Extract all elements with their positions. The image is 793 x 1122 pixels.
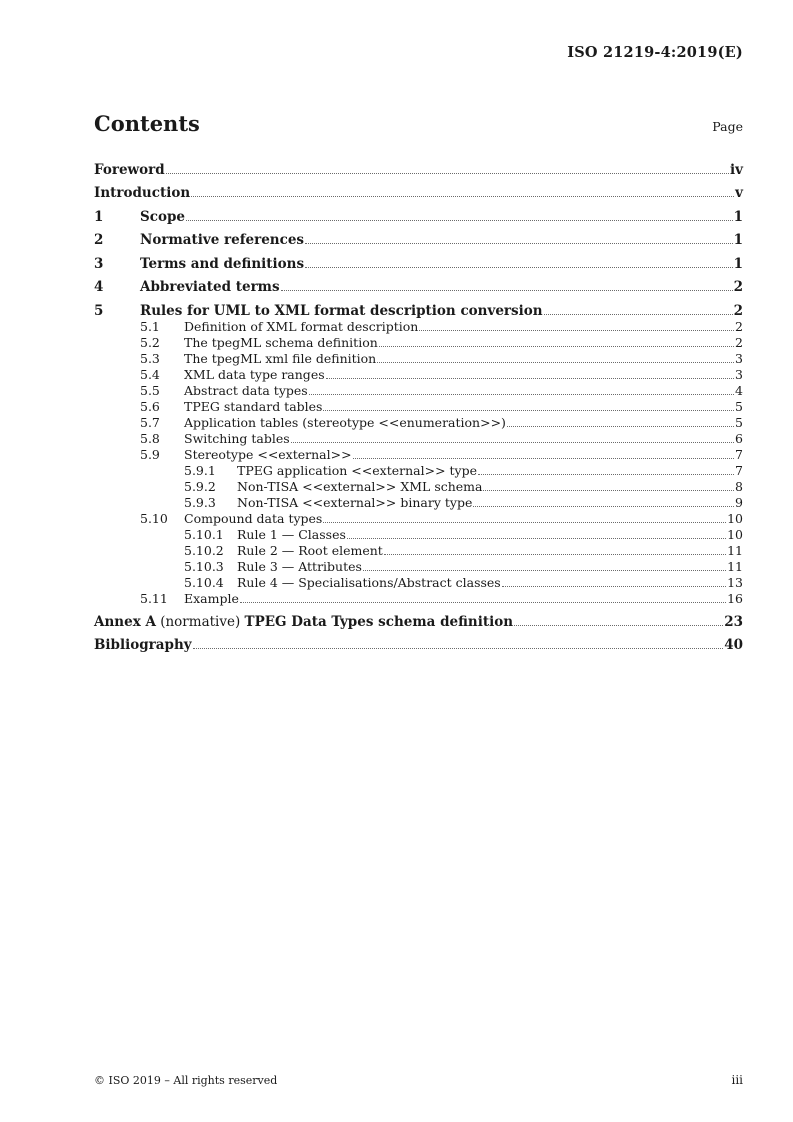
dot-leader	[478, 473, 734, 475]
toc-clause-number: 5.1	[140, 318, 160, 334]
toc-entry-title: Normative references	[140, 232, 305, 248]
toc-entry-5-10-4[interactable]	[94, 575, 743, 591]
dot-leader	[291, 441, 734, 443]
toc-entry-5-11[interactable]	[94, 591, 743, 607]
dot-leader	[363, 569, 726, 571]
contents-title: Contents	[94, 111, 200, 136]
toc-clause-number: 5.9	[140, 446, 160, 462]
toc-page-number: 23	[724, 613, 743, 630]
toc-entry-title: Application tables (stereotype <<enumeration>>)	[184, 414, 506, 430]
toc-entry-5-3[interactable]	[94, 351, 743, 367]
toc-entry-title: Rule 3 — Attributes	[237, 558, 362, 574]
toc-entry-title: The tpegML schema definition	[184, 334, 378, 350]
toc-entry-5-5[interactable]	[94, 383, 743, 399]
toc-page-number: 6	[735, 430, 743, 446]
dot-leader	[473, 505, 734, 507]
toc-page-number: 7	[735, 462, 743, 478]
toc-clause-number: 5.9.3	[184, 494, 216, 510]
toc-page-number: 5	[735, 414, 743, 430]
toc-page-number: iv	[730, 161, 743, 178]
toc-entry-title: The tpegML xml file definition	[184, 350, 377, 366]
toc-clause-number: 5.4	[140, 366, 160, 382]
toc-page-number: 2	[733, 302, 743, 319]
toc-clause-number: 5.9.2	[184, 478, 216, 494]
toc-page-number: v	[735, 185, 743, 201]
document-id: ISO 21219-4:2019(E)	[567, 44, 743, 61]
toc-entry-clause-1[interactable]	[94, 209, 743, 225]
toc-entry-5-9[interactable]	[94, 447, 743, 463]
toc-entry-5-9-2[interactable]	[94, 479, 743, 495]
toc-page-number: 1	[733, 208, 743, 225]
dot-leader	[502, 585, 726, 587]
dot-leader	[309, 393, 734, 395]
toc-clause-number: 5.8	[140, 430, 160, 446]
dot-leader	[419, 329, 734, 331]
toc-page-number: 3	[735, 366, 743, 382]
dot-leader	[166, 172, 729, 174]
toc-clause-number: 5.9.1	[184, 462, 216, 478]
dot-leader	[507, 425, 734, 427]
toc-entry-annex-a[interactable]	[94, 614, 743, 630]
toc-entry-title: Compound data types	[184, 510, 323, 526]
toc-entry-title: Abstract data types	[184, 382, 308, 398]
toc-entry-title: Definition of XML format description	[184, 318, 419, 334]
toc-clause-number: 5.10.3	[184, 558, 224, 574]
toc-entry-title: Rule 1 — Classes	[237, 526, 346, 542]
toc-entry-title: Non-TISA <<external>> XML schema	[237, 478, 483, 494]
dot-leader	[305, 242, 733, 244]
table-of-contents	[94, 154, 743, 653]
toc-entry-5-1[interactable]	[94, 319, 743, 335]
toc-page-number: 10	[727, 526, 743, 542]
toc-entry-foreword[interactable]	[94, 162, 743, 178]
toc-entry-title: Stereotype <<external>>	[184, 446, 352, 462]
toc-page-number: 2	[735, 318, 743, 334]
toc-entry-title: Terms and definitions	[140, 255, 305, 272]
toc-entry-clause-3[interactable]	[94, 256, 743, 272]
dot-leader	[544, 313, 733, 315]
toc-entry-bibliography[interactable]	[94, 637, 743, 653]
toc-page-number: 8	[735, 478, 743, 494]
toc-clause-number: 5.5	[140, 382, 160, 398]
toc-clause-number: 5.2	[140, 334, 160, 350]
toc-page-number: 3	[735, 350, 743, 366]
toc-entry-5-9-3[interactable]	[94, 495, 743, 511]
annex-qualifier: (normative)	[160, 613, 241, 630]
toc-page-number: 40	[724, 637, 743, 653]
annex-heading	[94, 614, 513, 630]
toc-entry-title: TPEG standard tables	[184, 398, 323, 414]
toc-clause-number: 5	[94, 302, 104, 319]
toc-clause-number: 2	[94, 232, 104, 248]
dot-leader	[323, 409, 734, 411]
toc-entry-clause-4[interactable]	[94, 279, 743, 295]
toc-entry-title: Switching tables	[184, 430, 290, 446]
toc-entry-title: Rules for UML to XML format description conversion	[140, 302, 543, 319]
toc-clause-number: 3	[94, 255, 104, 272]
toc-entry-title: Abbreviated terms	[140, 279, 280, 295]
dot-leader	[326, 377, 734, 379]
dot-leader	[193, 647, 724, 649]
toc-page-number: 1	[733, 255, 743, 272]
toc-entry-title: Rule 4 — Specialisations/Abstract classes	[237, 574, 501, 590]
toc-entry-5-10-2[interactable]	[94, 543, 743, 559]
toc-clause-number: 5.6	[140, 398, 160, 414]
toc-entry-title: Bibliography	[94, 637, 192, 653]
annex-title: TPEG Data Types schema definition	[244, 613, 514, 630]
copyright-notice: © ISO 2019 – All rights reserved	[94, 1074, 278, 1087]
toc-entry-title: Rule 2 — Root element	[237, 542, 383, 558]
toc-entry-clause-2[interactable]	[94, 232, 743, 248]
toc-page-number: 5	[735, 398, 743, 414]
toc-clause-number: 5.11	[140, 590, 168, 606]
toc-clause-number: 1	[94, 208, 104, 225]
dot-leader	[186, 219, 733, 221]
toc-page-number: 9	[735, 494, 743, 510]
toc-entry-title: Non-TISA <<external>> binary type	[237, 494, 473, 510]
toc-entry-5-2[interactable]	[94, 335, 743, 351]
toc-entry-5-10-1[interactable]	[94, 527, 743, 543]
toc-clause-number: 5.10.1	[184, 526, 224, 542]
toc-page-number: 11	[727, 542, 743, 558]
dot-leader	[240, 601, 726, 603]
toc-page-number: 2	[733, 279, 743, 295]
toc-entry-5-4[interactable]	[94, 367, 743, 383]
toc-clause-number: 5.3	[140, 350, 160, 366]
annex-label: Annex A	[94, 613, 156, 630]
toc-entry-title: Example	[184, 590, 239, 606]
toc-entry-title: Introduction	[94, 185, 191, 201]
dot-leader	[384, 553, 726, 555]
toc-page-number: 2	[735, 334, 743, 350]
page-column-label: Page	[712, 119, 743, 134]
toc-entry-5-9-1[interactable]	[94, 463, 743, 479]
dot-leader	[377, 361, 734, 363]
dot-leader	[281, 289, 733, 291]
toc-clause-number: 5.7	[140, 414, 160, 430]
toc-entry-title: Scope	[140, 208, 186, 225]
toc-clause-number: 5.10.2	[184, 542, 224, 558]
toc-entry-title: Foreword	[94, 161, 165, 178]
dot-leader	[483, 489, 734, 491]
dot-leader	[379, 345, 734, 347]
dot-leader	[514, 624, 723, 626]
toc-page-number: 4	[735, 382, 743, 398]
toc-entry-5-10-3[interactable]	[94, 559, 743, 575]
toc-entry-title: TPEG application <<external>> type	[237, 462, 478, 478]
page-number: iii	[731, 1073, 743, 1087]
toc-entry-5-6[interactable]	[94, 399, 743, 415]
toc-page-number: 16	[727, 590, 743, 606]
toc-page-number: 13	[727, 574, 743, 590]
toc-page-number: 10	[727, 510, 743, 526]
dot-leader	[347, 537, 726, 539]
toc-entry-5-7[interactable]	[94, 415, 743, 431]
toc-clause-number: 5.10	[140, 510, 168, 526]
dot-leader	[353, 457, 734, 459]
toc-entry-5-8[interactable]	[94, 431, 743, 447]
toc-entry-title: XML data type ranges	[184, 366, 325, 382]
dot-leader	[323, 521, 726, 523]
dot-leader	[191, 195, 734, 197]
toc-page-number: 7	[735, 446, 743, 462]
toc-entry-introduction[interactable]	[94, 185, 743, 201]
dot-leader	[305, 266, 733, 268]
toc-entry-5-10[interactable]	[94, 511, 743, 527]
toc-page-number: 11	[727, 558, 743, 574]
toc-entry-clause-5[interactable]	[94, 303, 743, 319]
toc-page-number: 1	[733, 232, 743, 248]
toc-clause-number: 5.10.4	[184, 574, 224, 590]
toc-clause-number: 4	[94, 279, 104, 295]
